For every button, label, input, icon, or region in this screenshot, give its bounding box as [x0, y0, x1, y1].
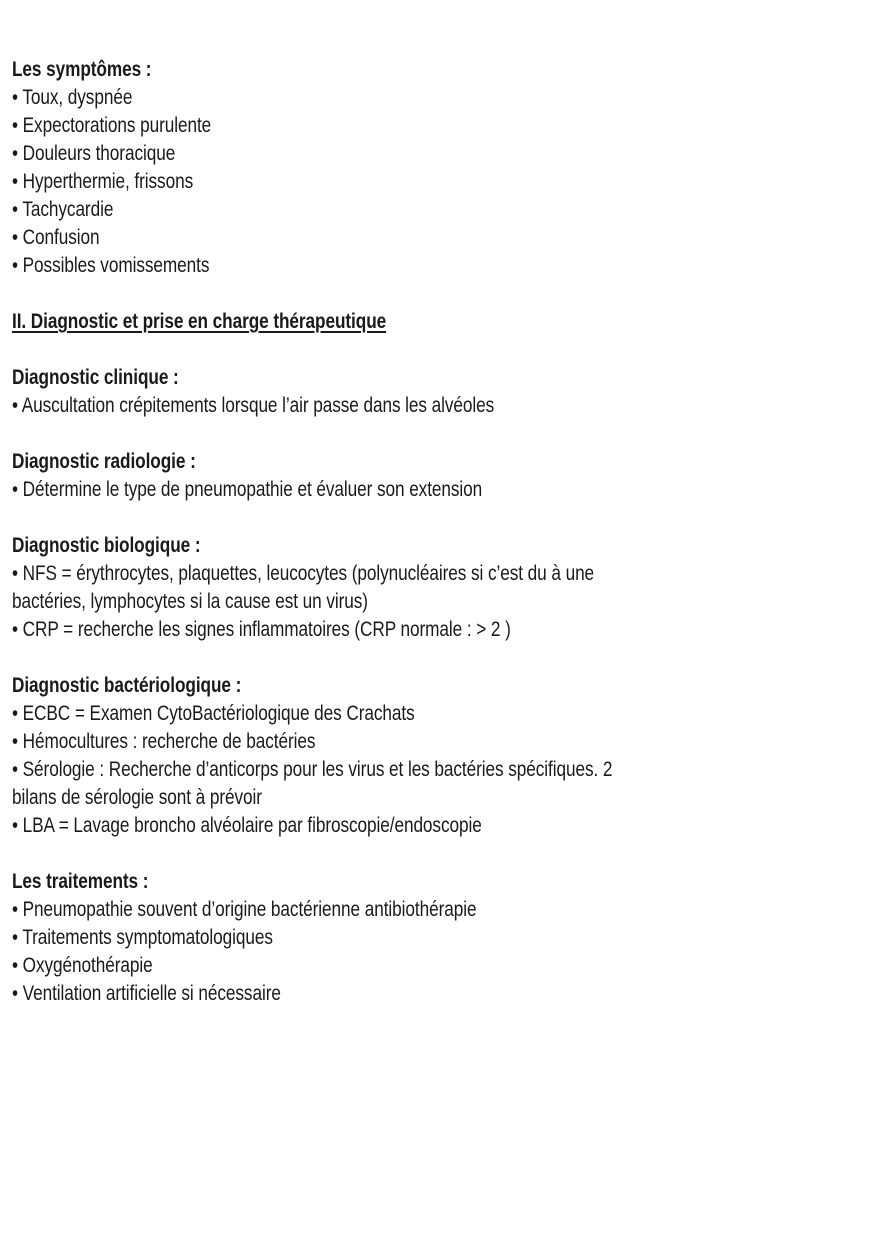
bacteriology-line: • LBA = Lavage broncho alvéolaire par fibroscopie/endoscopie: [12, 814, 482, 837]
spacer: [12, 504, 862, 532]
spacer: [12, 644, 862, 672]
symptom-item: • Expectorations purulente: [12, 114, 212, 137]
biology-heading: Diagnostic biologique :: [12, 534, 201, 557]
symptom-item: • Hyperthermie, frissons: [12, 170, 194, 193]
symptom-item: • Confusion: [12, 226, 100, 249]
radiology-item: • Détermine le type de pneumopathie et évaluer son extension: [12, 478, 483, 501]
treatment-item: • Oxygénothérapie: [12, 954, 153, 977]
symptoms-heading: Les symptômes :: [12, 58, 152, 81]
biology-line: bactéries, lymphocytes si la cause est un virus): [12, 590, 368, 613]
document-page: [12, 56, 862, 1008]
bacteriology-line: • Hémocultures : recherche de bactéries: [12, 730, 316, 753]
symptom-item: • Tachycardie: [12, 198, 114, 221]
spacer: [12, 280, 862, 308]
clinical-item: • Auscultation crépitements lorsque l’air passe dans les alvéoles: [12, 394, 495, 417]
bacteriology-heading: Diagnostic bactériologique :: [12, 674, 242, 697]
treatments-heading: Les traitements :: [12, 870, 149, 893]
bacteriology-line: • Sérologie : Recherche d’anticorps pour les virus et les bactéries spécifiques. 2: [12, 758, 613, 781]
spacer: [12, 336, 862, 364]
section-title: II. Diagnostic et prise en charge thérapeutique: [12, 310, 387, 333]
spacer: [12, 840, 862, 868]
biology-line: • NFS = érythrocytes, plaquettes, leucocytes (polynucléaires si c’est du à une: [12, 562, 595, 585]
bacteriology-line: bilans de sérologie sont à prévoir: [12, 786, 262, 809]
treatment-item: • Traitements symptomatologiques: [12, 926, 273, 949]
bacteriology-line: • ECBC = Examen CytoBactériologique des Crachats: [12, 702, 415, 725]
radiology-heading: Diagnostic radiologie :: [12, 450, 196, 473]
clinical-heading: Diagnostic clinique :: [12, 366, 179, 389]
symptom-item: • Douleurs thoracique: [12, 142, 176, 165]
treatment-item: • Ventilation artificielle si nécessaire: [12, 982, 281, 1005]
treatment-item: • Pneumopathie souvent d’origine bactérienne antibiothérapie: [12, 898, 477, 921]
biology-line: • CRP = recherche les signes inflammatoires (CRP normale : > 2 ): [12, 618, 511, 641]
spacer: [12, 420, 862, 448]
symptom-item: • Possibles vomissements: [12, 254, 210, 277]
symptom-item: • Toux, dyspnée: [12, 86, 133, 109]
